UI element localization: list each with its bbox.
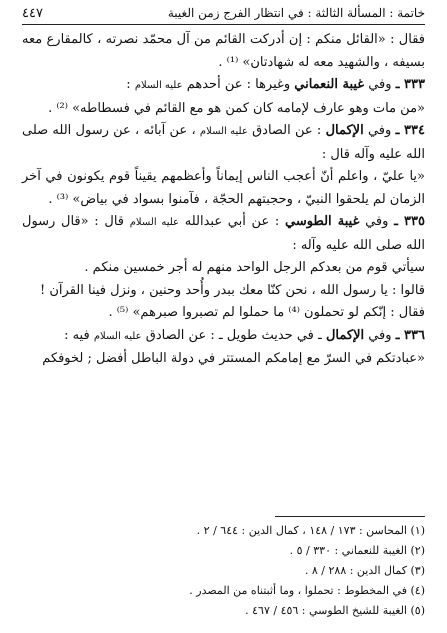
source-title: غيبة الطوسي bbox=[284, 214, 360, 229]
source-title: غيبة النعماني bbox=[294, 77, 365, 92]
footnote: (٤) في المخطوط : تحملوا ، وما أثبتناه من المصدر . bbox=[189, 584, 425, 597]
footnote: (١) المحاسن : ١٧٣ / ١٤٨ ، كمال الدين : ٦٤٤ / ٢ . bbox=[196, 524, 425, 537]
footnote: (٣) كمال الدين : ٢٨٨ / ٨ . bbox=[304, 564, 425, 577]
paragraph: سيأتي قوم من بعدكم الرجل الواحد منهم له أجر خمسين منكم . bbox=[84, 260, 425, 275]
honorific: عليه السلام bbox=[199, 126, 248, 137]
paragraph: «عبادتكم في السرّ مع إمامكم المستتر في دولة الباطل أفضل ; لخوفكم bbox=[42, 351, 425, 366]
hadith-heading: ٣٣٣ ـ وفي غيبة النعماني وغيرها : عن أحدهم عليه السلام : bbox=[126, 77, 425, 92]
main-text bbox=[22, 29, 425, 371]
footnote: (٥) الغيبة للشيخ الطوسي : ٤٥٦ / ٤٦٧ . bbox=[245, 604, 425, 617]
hadith-number: ٣٣٣ ـ bbox=[395, 77, 425, 92]
hadith-number: ٣٣٤ ـ bbox=[395, 123, 425, 138]
footnote: (٢) الغيبة للنعماني : ٣٣٠ / ٥ . bbox=[289, 544, 425, 557]
footnotes bbox=[22, 516, 425, 621]
hadith-heading: ٣٣٥ ـ وفي غيبة الطوسي : عن أبي عبدالله عليه السلام قال : «قال رسول الله صلى الله عليه وآله : bbox=[22, 214, 425, 253]
honorific: عليه السلام bbox=[93, 330, 142, 342]
paragraph: فقال : «القائل منكم : إن أدركت القائم من آل محمّد نصرته ، كالمقارع معه بسيفه ، والشهيد معه له شهادتان» ⁽¹⁾ . bbox=[22, 32, 425, 70]
footnote-divider bbox=[275, 516, 425, 517]
running-header bbox=[22, 6, 425, 25]
paragraph: «يا عليّ ، واعلم أنّ أعجب الناس إيماناً وأعظمهم يقيناً قوم يكونون في آخر الزمان لم يلحقوا النبيّ ، وحجبتهم الحجّة ، فآمنوا بسواد في بياض» ⁽³⁾ . bbox=[22, 169, 425, 207]
hadith-heading: ٣٣٤ ـ وفي الإكمال : عن الصادق عليه السلام ، عن آبائه ، عن رسول الله صلى الله عليه وآله قال : bbox=[22, 123, 425, 162]
source-title: الإكمال bbox=[325, 123, 364, 138]
honorific: عليه السلام bbox=[134, 80, 183, 91]
honorific: عليه السلام bbox=[129, 217, 180, 228]
hadith-heading: ٣٣٦ ـ وفي الإكمال ـ في حديث طويل ـ : عن الصادق عليه السلام فيه : bbox=[64, 327, 425, 343]
paragraph: «من مات وهو عارف لإمامه كان كمن هو مع القائم في فسطاطه» ⁽²⁾ . bbox=[48, 100, 425, 116]
page-number: ٤٤٧ bbox=[22, 6, 43, 21]
paragraph: فقال : إنّكم لو تحملون ⁽⁴⁾ ما حملوا لم تصبروا صبرهم» ⁽⁵⁾ . bbox=[108, 305, 425, 320]
paragraph: قالوا : يا رسول الله ، نحن كنّا معك ببدر وأُحد وحنين ، ونزل فينا القرآن ! bbox=[40, 282, 425, 298]
hadith-number: ٣٣٥ ـ bbox=[394, 214, 425, 229]
running-title: خاتمة : المسألة الثالثة : في انتظار الفرج زمن الغيبة bbox=[167, 6, 425, 20]
source-title: الإكمال bbox=[325, 327, 365, 343]
hadith-number: ٣٣٦ ـ bbox=[395, 327, 425, 343]
